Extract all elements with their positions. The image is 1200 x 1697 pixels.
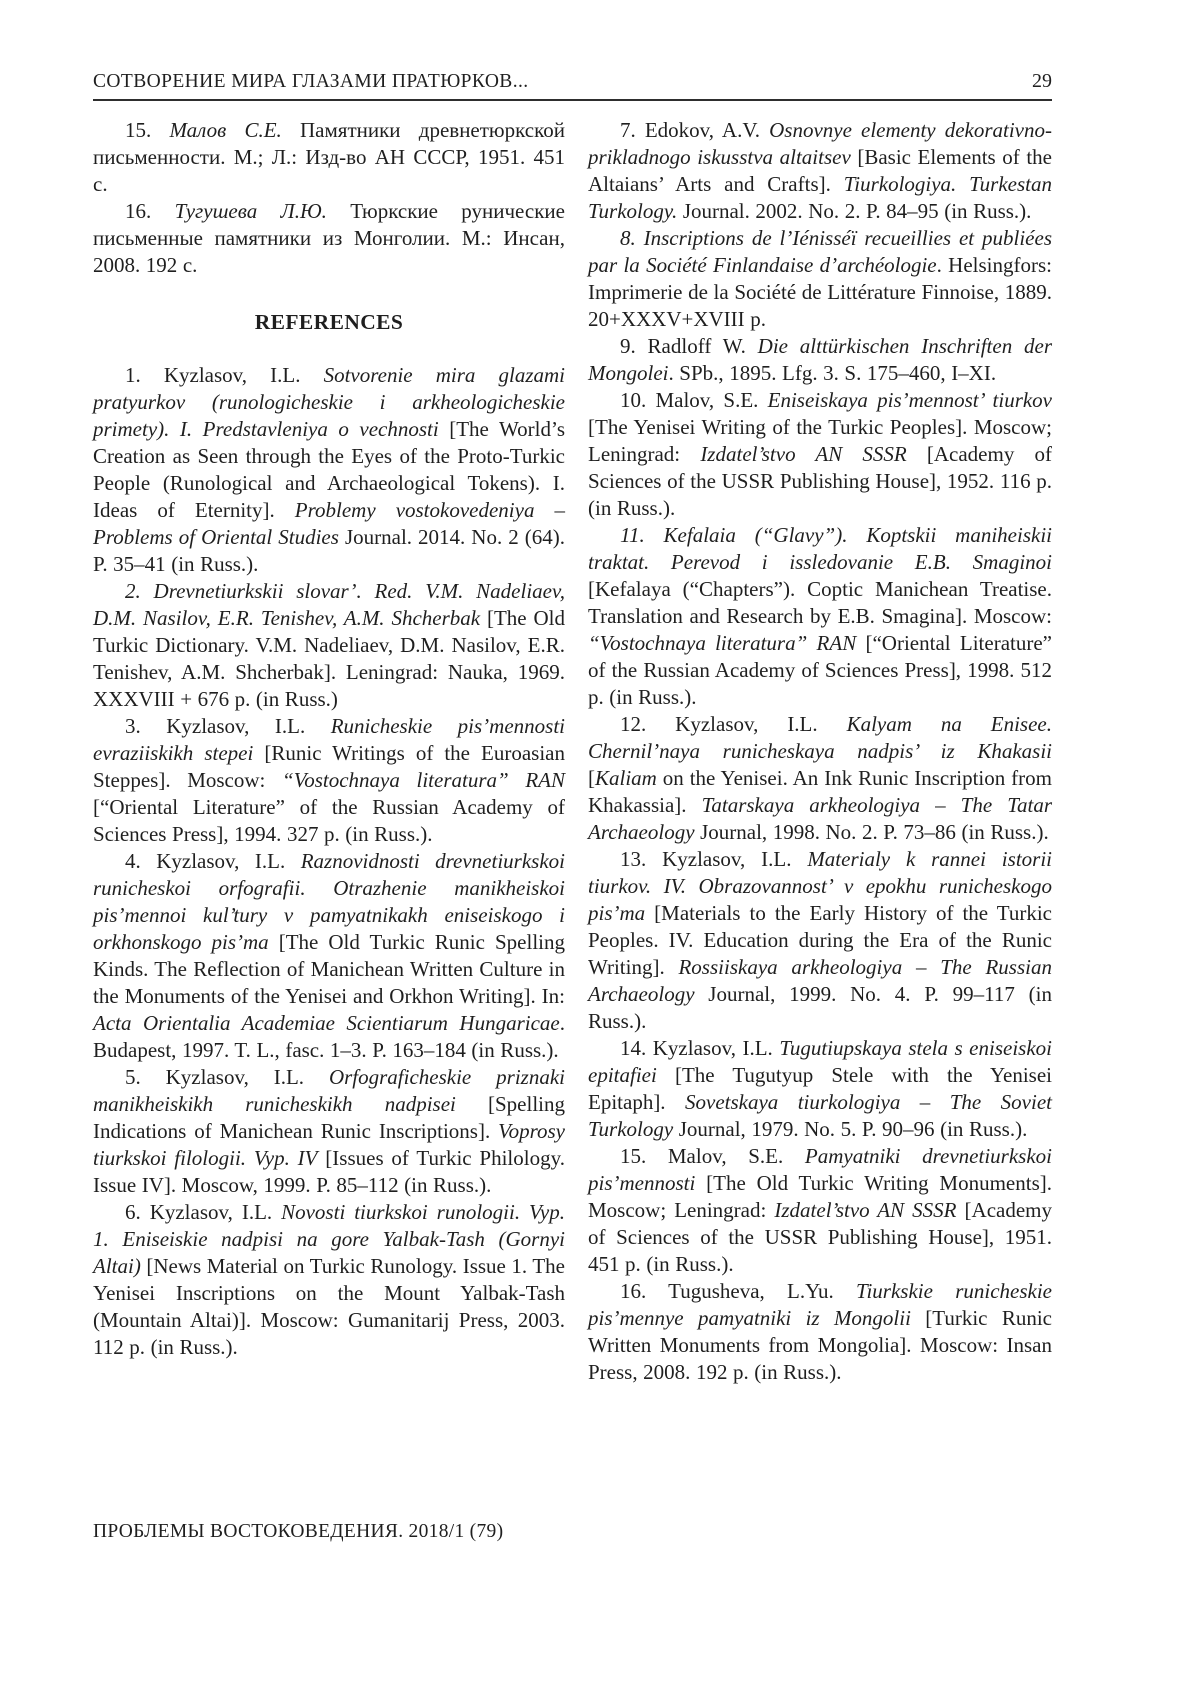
running-head-title: СОТВОРЕНИЕ МИРА ГЛАЗАМИ ПРАТЮРКОВ... — [93, 71, 529, 92]
reference-item-10: 10. Malov, S.E. Eniseiskaya pis’mennost’ tiurkov [The Yenisei Writing of the Turkic Peoples]. Moscow; Leningrad: Izdatel’stvo AN SSSR [Academy of Sciences of the USSR Publishing House], 1952. 116 p. (in Russ.). — [588, 388, 1053, 520]
page-number: 29 — [1032, 70, 1052, 92]
reference-item-8: 8. Inscriptions de l’Iénisséï recueillies et publiées par la Société Finlandaise d’archéologie. Helsingfors: Imprimerie de la Société de Littérature Finnoise, 1889. 20+XXXV+XVIII p. — [588, 226, 1052, 331]
right-column — [588, 117, 1052, 1386]
reference-item-11: 11. Kefalaia (“Glavy”). Koptskii maniheiskii traktat. Perevod i issledovanie E.B. Smaginoi [Kefalaya (“Chapters”). Coptic Manichean Treatise. Translation and Research by E.B. Smagina]. Moscow: “Vostochnaya literatura” RAN [“Oriental Literature” of the Russian Academy of Sciences Press], 1998. 512 p. (in Russ.). — [588, 523, 1052, 709]
bibliography-item-ru-15: 15. Малов С.Е. Памятники древнетюркской письменности. М.; Л.: Изд-во АН СССР, 1951. 451 с. — [93, 118, 565, 196]
reference-item-7: 7. Edokov, A.V. Osnovnye elementy dekorativno-prikladnogo iskusstva altaitsev [Basic Elements of the Altaians’ Arts and Crafts]. Tiurkologiya. Turkestan Turkology. Journal. 2002. No. 2. P. 84–95 (in Russ.). — [588, 118, 1052, 223]
running-head — [93, 70, 1052, 101]
reference-item-16: 16. Tugusheva, L.Yu. Tiurkskie runicheskie pis’mennye pamyatniki iz Mongolii [Turkic Runic Written Monuments from Mongolia]. Moscow: Insan Press, 2008. 192 p. (in Russ.). — [588, 1279, 1052, 1384]
reference-item-4: 4. Kyzlasov, I.L. Raznovidnosti drevnetiurkskoi runicheskoi orfografii. Otrazhenie manikheiskoi pis’mennoi kul’tury v pamyatnikakh eniseiskogo i orkhonskogo pis’ma [The Old Turkic Runic Spelling Kinds. The Reflection of Manichean Written Culture in the Monuments of the Yenisei and Orkhon Writing]. In: Acta Orientalia Academiae Scientiarum Hungaricae. Budapest, 1997. T. L., fasc. 1–3. P. 163–184 (in Russ.). — [93, 849, 565, 1062]
journal-imprint: ПРОБЛЕМЫ ВОСТОКОВЕДЕНИЯ. 2018/1 (79) — [93, 1521, 504, 1542]
reference-item-1: 1. Kyzlasov, I.L. Sotvorenie mira glazami pratyurkov (runologicheskie i arkheologicheskie primety). I. Predstavleniya o vechnosti [The World’s Creation as Seen through the Eyes of the Proto-Turkic People (Runological and Archaeological Tokens). I. Ideas of Eternity]. Problemy vostokovedeniya – Problems of Oriental Studies Journal. 2014. No. 2 (64). P. 35–41 (in Russ.). — [93, 363, 566, 576]
reference-item-6: 6. Kyzlasov, I.L. Novosti tiurkskoi runologii. Vyp. 1. Eniseiskie nadpisi na gore Yalbak-Tash (Gornyi Altai) [News Material on Turkic Runology. Issue 1. The Yenisei Inscriptions on the Mount Yalbak-Tash (Mountain Altai)]. Moscow: Gumanitarij Press, 2003. 112 p. (in Russ.). — [93, 1200, 565, 1359]
reference-item-13: 13. Kyzlasov, I.L. Materialy k rannei istorii tiurkov. IV. Obrazovannost’ v epokhu runicheskogo pis’ma [Materials to the Early History of the Turkic Peoples. IV. Education during the Era of the Runic Writing]. Rossiiskaya arkheologiya – The Russian Archaeology Journal, 1999. No. 4. P. 99–117 (in Russ.). — [588, 847, 1052, 1033]
reference-item-14: 14. Kyzlasov, I.L. Tugutiupskaya stela s eniseiskoi epitafiei [The Tugutyup Stele with the Yenisei Epitaph]. Sovetskaya tiurkologiya – The Soviet Turkology Journal, 1979. No. 5. P. 90–96 (in Russ.). — [588, 1036, 1052, 1141]
reference-item-5: 5. Kyzlasov, I.L. Orfograficheskie priznaki manikheiskikh runicheskikh nadpisei [Spelling Indications of Manichean Runic Inscriptions]. Voprosy tiurkskoi filologii. Vyp. IV [Issues of Turkic Philology. Issue IV]. Moscow, 1999. P. 85–112 (in Russ.). — [93, 1065, 566, 1197]
reference-item-2: 2. Drevnetiurkskii slovar’. Red. V.M. Nadeliaev, D.M. Nasilov, E.R. Tenishev, A.M. Shcherbak [The Old Turkic Dictionary. V.M. Nadeliaev, D.M. Nasilov, E.R. Tenishev, A.M. Shcherbak]. Leningrad: Nauka, 1969. XXXVIII + 676 p. (in Russ.) — [93, 579, 565, 711]
reference-item-12: 12. Kyzlasov, I.L. Kalyam na Enisee. Chernil’naya runicheskaya nadpis’ iz Khakasii [Kaliam on the Yenisei. An Ink Runic Inscription from Khakassia]. Tatarskaya arkheologiya – The Tatar Archaeology Journal, 1998. No. 2. P. 73–86 (in Russ.). — [588, 712, 1053, 844]
page-footer — [93, 1521, 503, 1543]
references-heading: REFERENCES — [254, 310, 404, 334]
bibliography-item-ru-16: 16. Тугушева Л.Ю. Тюркские рунические письменные памятники из Монголии. М.: Инсан, 2008. 192 с. — [93, 199, 565, 277]
reference-item-3: 3. Kyzlasov, I.L. Runicheskie pis’mennosti evraziiskikh stepei [Runic Writings of the Euroasian Steppes]. Moscow: “Vostochnaya literatura” RAN [“Oriental Literature” of the Russian Academy of Sciences Press], 1994. 327 p. (in Russ.). — [93, 714, 566, 846]
two-column-text — [93, 117, 1052, 1386]
reference-item-15: 15. Malov, S.E. Pamyatniki drevnetiurkskoi pis’mennosti [The Old Turkic Writing Monuments]. Moscow; Leningrad: Izdatel’stvo AN SSSR [Academy of Sciences of the USSR Publishing House], 1951. 451 p. (in Russ.). — [588, 1144, 1052, 1276]
reference-item-9: 9. Radloff W. Die alttürkischen Inschriften der Mongolei. SPb., 1895. Lfg. 3. S. 175–460, I–XI. — [588, 334, 1052, 385]
left-column — [93, 117, 565, 1386]
